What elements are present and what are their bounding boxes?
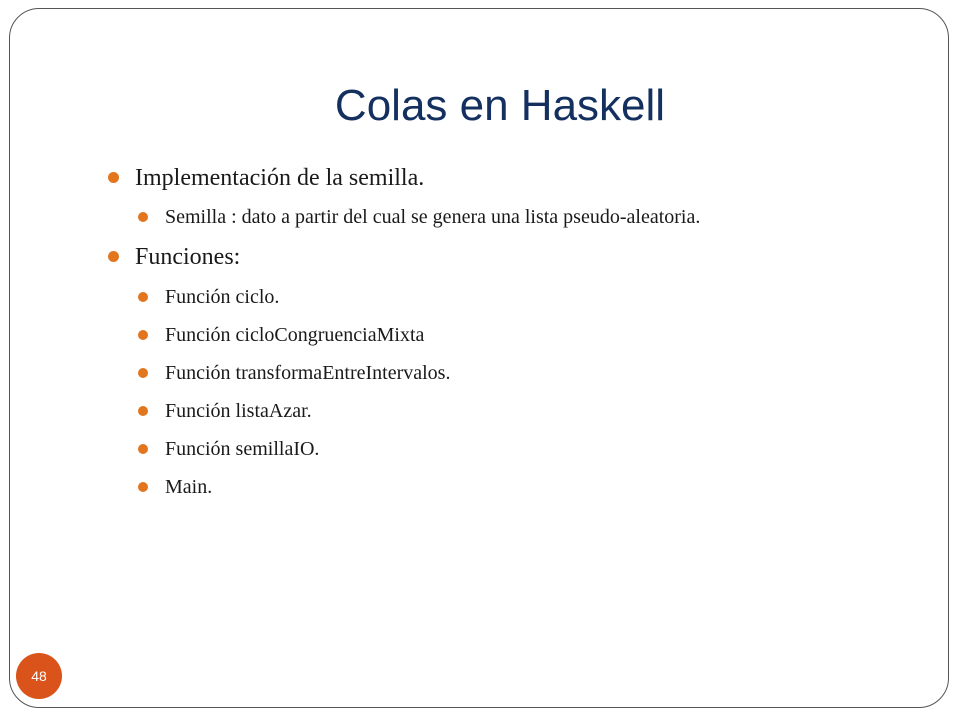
slide-content [108, 160, 848, 503]
sub-bullet-semilla [108, 202, 848, 233]
bullet-dot-icon [138, 212, 148, 222]
bullet-funciones [108, 239, 848, 275]
sub-bullet-ciclo-congruencia [108, 320, 848, 351]
bullet-dot-icon [138, 406, 148, 416]
sub-bullet-semilla-io [108, 434, 848, 465]
bullet-dot-icon [108, 172, 119, 183]
sub-bullet-lista-azar [108, 396, 848, 427]
sub-bullet-main [108, 472, 848, 503]
bullet-dot-icon [138, 292, 148, 302]
bullet-text: Implementación de la semilla. [135, 165, 425, 191]
bullet-text: Función cicloCongruenciaMixta [165, 324, 425, 346]
sub-bullet-ciclo [108, 282, 848, 313]
bullet-text: Función transformaEntreIntervalos. [165, 362, 451, 384]
bullet-text: Semilla : dato a partir del cual se genera una lista pseudo-aleatoria. [165, 206, 701, 228]
sub-bullet-transforma [108, 358, 848, 389]
bullet-implementacion [108, 160, 848, 196]
slide-title: Colas en Haskell [334, 81, 666, 130]
bullet-text: Función listaAzar. [165, 400, 312, 422]
bullet-dot-icon [138, 368, 148, 378]
bullet-dot-icon [138, 482, 148, 492]
page-number-badge: 48 [16, 653, 62, 699]
bullet-text: Funciones: [135, 244, 241, 270]
bullet-dot-icon [138, 330, 148, 340]
bullet-dot-icon [108, 251, 119, 262]
bullet-text: Main. [165, 476, 213, 498]
bullet-dot-icon [138, 444, 148, 454]
bullet-text: Función ciclo. [165, 286, 280, 308]
bullet-text: Función semillaIO. [165, 438, 320, 460]
